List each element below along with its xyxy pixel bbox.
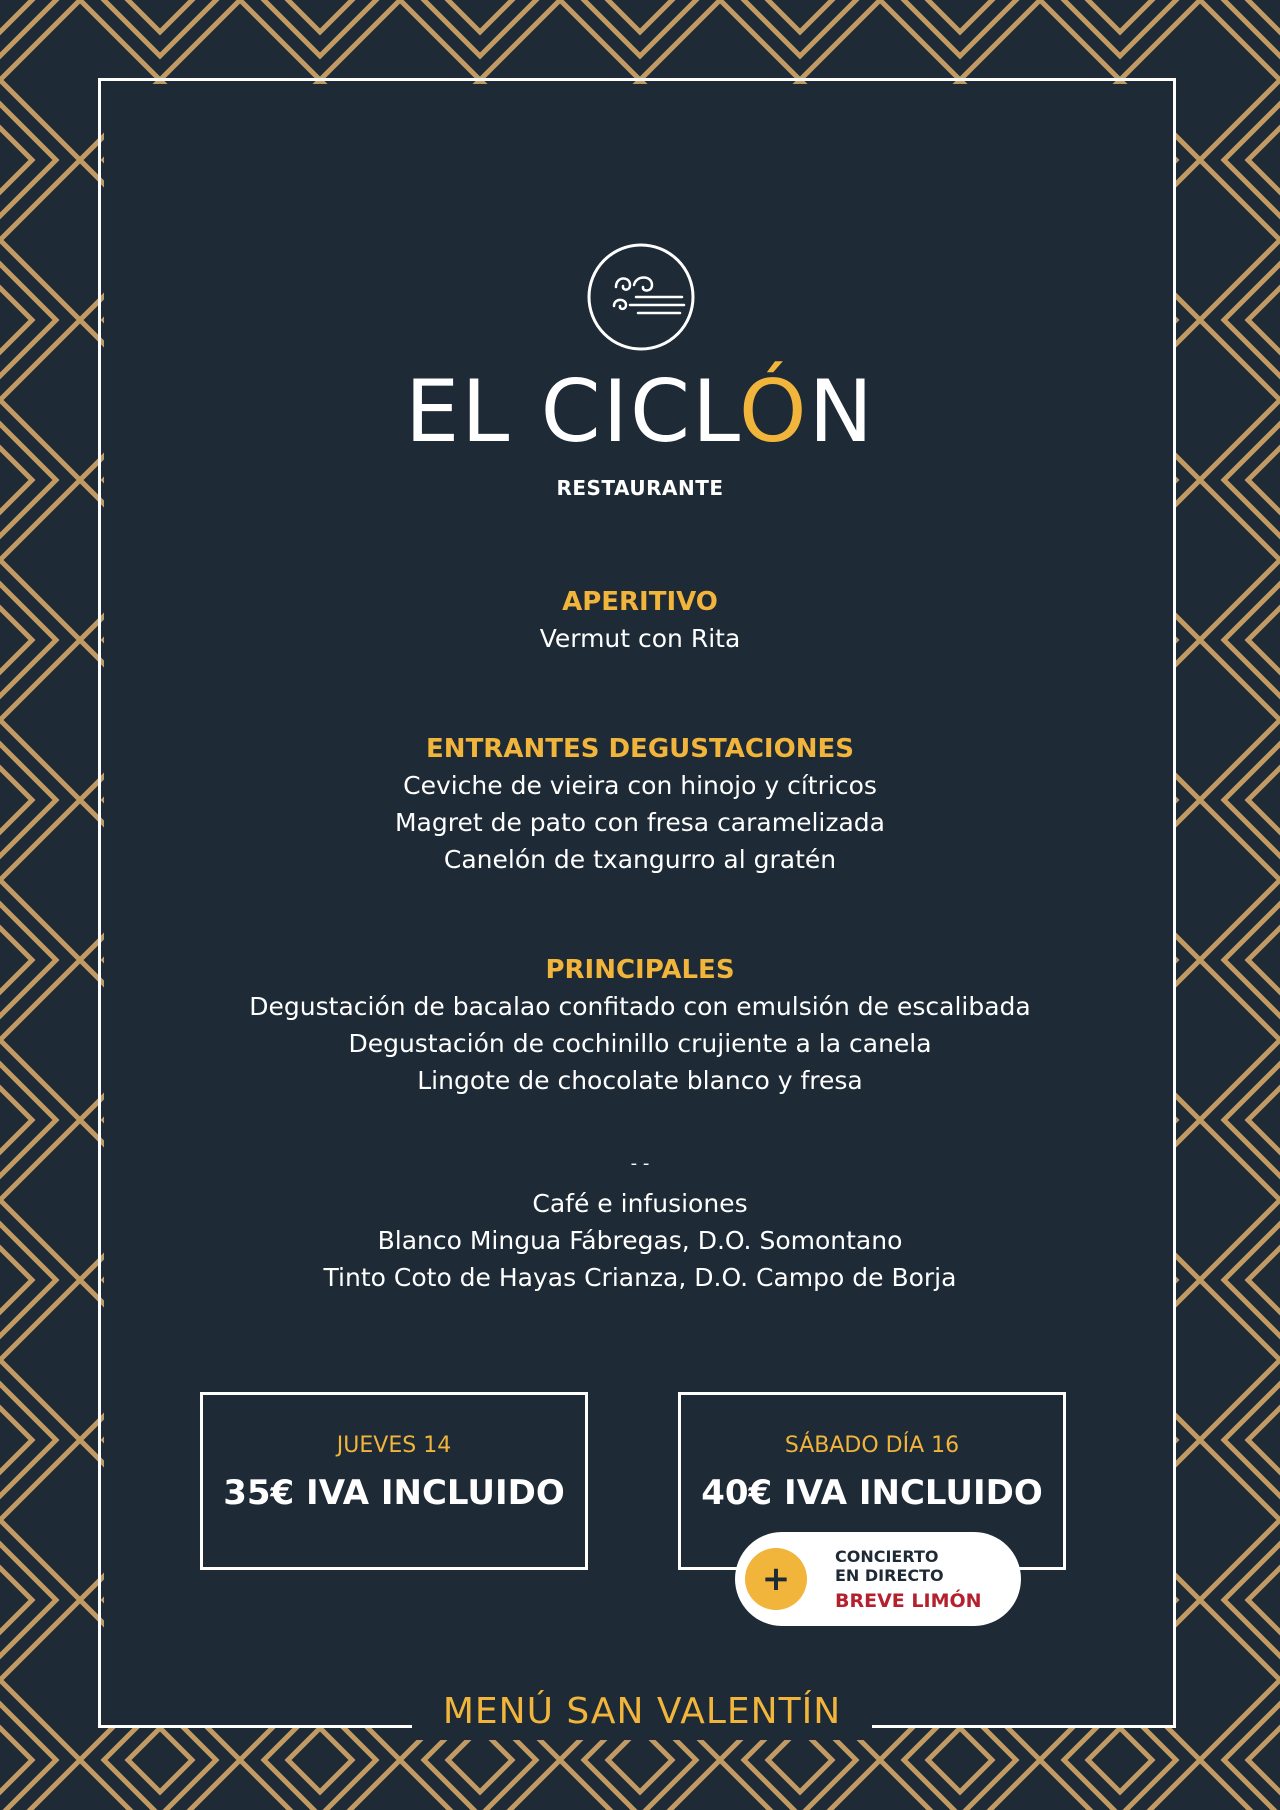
concert-line-2: EN DIRECTO	[835, 1566, 944, 1585]
menu-extras	[180, 1185, 1100, 1296]
menu-item: Canelón de txangurro al gratén	[443, 845, 837, 874]
menu-item: Magret de pato con fresa caramelizada	[394, 808, 885, 837]
concert-badge	[735, 1532, 1021, 1626]
menu-section-aperitivo	[180, 584, 1100, 657]
menu-item: Degustación de cochinillo crujiente a la canela	[348, 1029, 932, 1058]
separator: - -	[630, 1153, 650, 1174]
restaurant-name-heart-letter: Ó	[738, 362, 809, 462]
menu-item: Ceviche de vieira con hinojo y cítricos	[403, 771, 877, 800]
plus-icon: +	[745, 1548, 807, 1610]
price-day: JUEVES 14	[336, 1433, 452, 1458]
price-box-thursday	[200, 1392, 588, 1570]
menu-list	[180, 584, 1100, 1296]
restaurant-name-suffix: N	[808, 362, 875, 462]
price-value: 35€ IVA INCLUIDO	[223, 1473, 565, 1513]
restaurant-subtitle: RESTAURANTE	[556, 476, 724, 500]
section-title: PRINCIPALES	[545, 955, 735, 985]
restaurant-name-prefix: EL CICL	[405, 362, 739, 462]
menu-item: Vermut con Rita	[539, 624, 741, 653]
menu-item: Degustación de bacalao confitado con emulsión de escalibada	[249, 992, 1031, 1021]
wind-swirl-icon	[586, 242, 696, 352]
menu-extra-item: Café e infusiones	[532, 1189, 748, 1218]
menu-section-principales	[180, 952, 1100, 1099]
menu-extra-item: Blanco Mingua Fábregas, D.O. Somontano	[377, 1226, 903, 1255]
section-title: APERITIVO	[562, 587, 718, 617]
section-title: ENTRANTES DEGUSTACIONES	[426, 734, 854, 764]
menu-section-entrantes	[180, 731, 1100, 878]
price-day: SÁBADO DÍA 16	[784, 1433, 960, 1458]
concert-band-name: BREVE LIMÓN	[835, 1590, 982, 1612]
menu-title: MENÚ SAN VALENTÍN	[442, 1691, 842, 1732]
restaurant-name	[0, 362, 1280, 462]
menu-extra-item: Tinto Coto de Hayas Crianza, D.O. Campo de Borja	[323, 1263, 957, 1292]
menu-item: Lingote de chocolate blanco y fresa	[417, 1066, 863, 1095]
concert-line-1: CONCIERTO	[835, 1547, 939, 1566]
price-value: 40€ IVA INCLUIDO	[701, 1473, 1043, 1513]
